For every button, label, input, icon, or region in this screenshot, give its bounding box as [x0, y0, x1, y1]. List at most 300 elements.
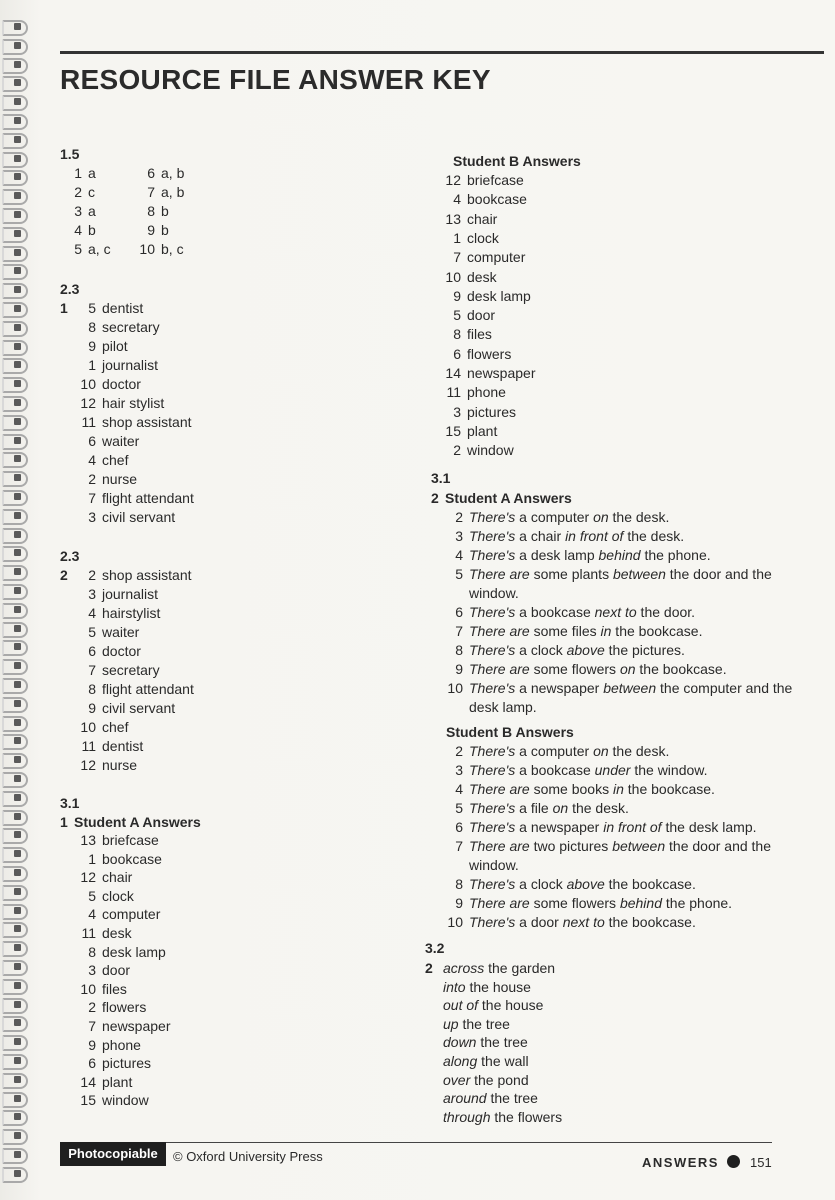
item-answer: newspaper — [467, 365, 536, 381]
answer-row — [60, 433, 139, 449]
sentence-row — [441, 660, 801, 679]
item-answer: waiter — [102, 433, 140, 449]
spiral-ring — [2, 904, 26, 920]
spiral-ring — [2, 227, 26, 243]
item-sentence: There's a newspaper between the computer and the desk lamp. — [469, 680, 793, 715]
section-heading-3-1-b: 3.1 — [431, 470, 451, 486]
phrase-row: across the garden — [443, 960, 556, 976]
spiral-ring — [2, 39, 26, 55]
spiral-ring — [2, 58, 26, 74]
answer-row — [60, 1074, 132, 1090]
item-answer: shop assistant — [102, 567, 192, 583]
item-number: 3 — [88, 962, 96, 979]
top-rule — [60, 51, 824, 54]
item-sentence: There are some plants between the door and the window. — [469, 566, 772, 601]
item-answer: computer — [467, 249, 526, 266]
sentence-row — [441, 894, 801, 913]
item-answer: files — [467, 326, 492, 343]
spiral-ring — [2, 246, 26, 262]
item-number: 4 — [455, 547, 463, 563]
spiral-ring — [2, 509, 26, 525]
phrase-row: over the pond — [443, 1071, 529, 1088]
spiral-ring — [2, 189, 26, 205]
item-number: 12 — [80, 869, 96, 886]
spiral-ring — [2, 922, 26, 938]
item-answer: dentist — [102, 738, 144, 754]
item-number: 7 — [455, 838, 463, 854]
spiral-ring — [2, 828, 26, 844]
sentence-row — [441, 565, 801, 603]
sentence-row — [441, 508, 801, 527]
item-number: 4 — [453, 191, 461, 208]
spiral-ring — [2, 565, 26, 581]
item-number: 12 — [445, 172, 461, 188]
sentence-row — [441, 622, 801, 641]
spiral-ring — [2, 866, 26, 882]
spiral-ring — [2, 603, 26, 619]
spiral-ring — [2, 264, 26, 280]
sentence-row — [441, 761, 801, 780]
answer-row — [60, 1018, 171, 1034]
item-number: 9 — [88, 338, 96, 354]
item-number: 8 — [88, 943, 96, 960]
bullet-dot-icon — [727, 1155, 740, 1168]
answer-row — [60, 376, 141, 392]
spiral-ring — [2, 1148, 26, 1164]
item-answer: pictures — [102, 1055, 152, 1072]
answer-row — [60, 1055, 151, 1071]
item-number: 10 — [139, 241, 155, 257]
answer-row — [60, 981, 127, 997]
answer-row — [60, 832, 159, 848]
answer-row — [60, 925, 132, 941]
item-answer: secretary — [102, 662, 160, 678]
item-sentence: There are two pictures between the door and the window. — [469, 838, 771, 873]
sentence-row — [441, 799, 801, 818]
spiral-ring — [2, 415, 26, 431]
item-number: 13 — [445, 210, 461, 227]
answer-row — [60, 700, 175, 716]
item-answer: nurse — [102, 471, 138, 487]
item-number: 2 — [74, 184, 82, 200]
spiral-ring — [2, 734, 26, 750]
item-answer: desk — [102, 925, 132, 941]
item-number: 6 — [455, 604, 463, 620]
section-heading-2-3: 2.3 — [60, 281, 80, 297]
item-number: 2 — [88, 471, 96, 487]
item-number: 1 — [74, 165, 82, 181]
item-answer: desk — [467, 268, 497, 285]
spiral-ring — [2, 76, 26, 92]
item-answer: window — [467, 442, 514, 459]
item-answer: door — [467, 307, 496, 324]
item-answer: shop assistant — [102, 414, 192, 430]
item-answer: desk lamp — [467, 287, 531, 304]
spiral-ring — [2, 1110, 26, 1126]
item-number: 7 — [455, 623, 463, 639]
photocopiable-badge: Photocopiable — [60, 1142, 166, 1166]
item-number: 14 — [80, 1073, 96, 1090]
student-b-sentences-heading: Student B Answers — [446, 724, 574, 740]
item-answer: flight attendant — [102, 681, 194, 697]
item-number: 9 — [147, 222, 155, 238]
phrase-row: up the tree — [443, 1015, 510, 1032]
item-number: 4 — [88, 452, 96, 468]
exercise-number: 1 — [60, 300, 68, 316]
item-number: 4 — [74, 222, 82, 238]
answer-row — [60, 1037, 141, 1053]
spiral-ring — [2, 321, 26, 337]
phrase-row: along the wall — [443, 1053, 529, 1069]
spiral-ring — [2, 772, 26, 788]
item-sentence: There's a file on the desk. — [469, 800, 629, 816]
item-answer: a, b — [161, 165, 185, 181]
item-answer: journalist — [102, 357, 159, 373]
answer-row — [439, 442, 514, 458]
answer-row — [60, 999, 146, 1015]
item-number: 3 — [453, 403, 461, 420]
item-number: 5 — [455, 800, 463, 816]
answer-row — [60, 338, 128, 354]
item-answer: chair — [467, 210, 498, 227]
item-number: 3 — [455, 762, 463, 778]
spiral-ring — [2, 640, 26, 656]
item-sentence: There are some flowers on the bookcase. — [469, 661, 727, 677]
item-sentence: There's a desk lamp behind the phone. — [469, 547, 711, 563]
footer-section-label: ANSWERS — [642, 1155, 719, 1170]
answer-row — [60, 509, 175, 525]
item-number: 6 — [88, 1055, 96, 1072]
item-sentence: There's a clock above the bookcase. — [469, 876, 696, 892]
item-answer: c — [88, 184, 95, 200]
item-answer: pilot — [102, 338, 128, 354]
item-number: 5 — [74, 241, 82, 257]
item-answer: journalist — [102, 586, 159, 602]
section-heading-1-5: 1.5 — [60, 146, 80, 162]
footer-rule — [60, 1142, 772, 1143]
item-number: 8 — [455, 876, 463, 892]
page-title: RESOURCE FILE ANSWER KEY — [60, 64, 491, 95]
answer-row — [133, 241, 184, 257]
item-number: 5 — [88, 624, 96, 640]
sentence-row — [441, 641, 801, 660]
item-number: 5 — [455, 566, 463, 582]
item-sentence: There are some books in the bookcase. — [469, 781, 715, 797]
item-answer: pictures — [467, 403, 517, 420]
spiral-ring — [2, 377, 26, 393]
item-number: 11 — [446, 384, 461, 401]
item-answer: a — [88, 203, 96, 219]
answer-row — [60, 1092, 149, 1108]
phrase-row: out of the house — [443, 997, 544, 1014]
sentence-row — [441, 875, 801, 894]
item-number: 10 — [447, 914, 463, 930]
item-sentence: There are some flowers behind the phone. — [469, 895, 733, 911]
spiral-ring — [2, 546, 26, 562]
answer-row — [439, 230, 499, 246]
student-a-sentences-heading: 2 Student A Answers — [431, 490, 572, 506]
item-number: 2 — [455, 509, 463, 525]
item-number: 10 — [80, 376, 96, 392]
item-sentence: There are some files in the bookcase. — [469, 623, 703, 639]
spiral-ring — [2, 1016, 26, 1032]
item-number: 12 — [80, 395, 96, 411]
item-number: 8 — [88, 319, 96, 335]
item-number: 6 — [88, 643, 96, 659]
answer-row — [60, 624, 139, 640]
item-answer: phone — [102, 1036, 141, 1053]
sentence-row — [441, 818, 801, 837]
item-answer: hair stylist — [102, 395, 165, 411]
item-answer: b — [161, 203, 169, 219]
item-number: 7 — [147, 184, 155, 200]
phrase-row: into the house — [443, 978, 531, 995]
item-answer: secretary — [102, 319, 160, 335]
item-answer: dentist — [102, 300, 144, 316]
item-number: 9 — [453, 287, 461, 304]
item-answer: computer — [102, 906, 161, 923]
item-sentence: There's a chair in front of the desk. — [469, 528, 685, 544]
sentence-row — [441, 546, 801, 565]
item-number: 5 — [88, 300, 96, 316]
spiral-ring — [2, 133, 26, 149]
item-number: 14 — [445, 365, 461, 381]
answer-row — [439, 365, 536, 381]
item-sentence: There's a newspaper in front of the desk lamp. — [469, 819, 757, 835]
answer-row — [60, 586, 158, 602]
phrase-row: down the tree — [443, 1034, 528, 1051]
spiral-ring — [2, 810, 26, 826]
answer-row — [60, 241, 111, 257]
answer-row — [60, 851, 162, 867]
item-number: 6 — [147, 165, 155, 181]
item-answer: phone — [467, 384, 506, 401]
copyright: © Oxford University Press — [173, 1149, 323, 1164]
answer-row — [60, 471, 137, 487]
spiral-ring — [2, 678, 26, 694]
spiral-ring — [2, 434, 26, 450]
item-number: 9 — [88, 1036, 96, 1053]
item-number: 8 — [88, 681, 96, 697]
spiral-ring — [2, 208, 26, 224]
item-answer: briefcase — [102, 832, 159, 848]
answer-row — [60, 395, 164, 411]
section-heading-3-1: 3.1 — [60, 795, 80, 811]
item-number: 11 — [81, 414, 96, 430]
item-number: 3 — [455, 528, 463, 544]
item-answer: chef — [102, 719, 129, 735]
answer-row — [60, 203, 96, 219]
spiral-ring — [2, 1035, 26, 1051]
item-number: 4 — [88, 605, 96, 621]
spiral-ring — [2, 791, 26, 807]
answer-row — [60, 662, 160, 678]
item-number: 10 — [80, 980, 96, 997]
answer-row — [60, 490, 194, 506]
answer-row — [60, 452, 128, 468]
answer-row — [60, 944, 166, 960]
spiral-ring — [2, 1129, 26, 1145]
sentence-row — [441, 780, 801, 799]
item-answer: newspaper — [102, 1018, 171, 1034]
item-number: 4 — [455, 781, 463, 797]
item-answer: waiter — [102, 624, 140, 640]
item-number: 12 — [80, 757, 96, 773]
spiral-ring — [2, 490, 26, 506]
answer-row — [439, 384, 506, 400]
answer-row — [60, 165, 96, 181]
item-number: 1 — [453, 229, 461, 246]
answer-row — [439, 191, 527, 207]
item-sentence: There's a door next to the bookcase. — [469, 914, 696, 930]
sentence-row — [441, 913, 801, 932]
item-answer: hairstylist — [102, 605, 161, 621]
spiral-ring — [2, 1167, 26, 1183]
spiral-ring — [2, 114, 26, 130]
spiral-ring — [2, 941, 26, 957]
spiral-ring — [2, 885, 26, 901]
item-answer: files — [102, 980, 127, 997]
item-number: 8 — [453, 326, 461, 343]
sentence-row — [441, 742, 801, 761]
item-answer: chair — [102, 869, 133, 886]
spiral-ring — [2, 95, 26, 111]
sentence-row — [441, 837, 801, 875]
student-a-heading: 1 Student A Answers — [60, 814, 201, 830]
item-answer: nurse — [102, 757, 138, 773]
item-number: 2 — [88, 999, 96, 1016]
answer-row — [60, 605, 160, 621]
answer-row — [60, 738, 143, 754]
item-number: 15 — [445, 422, 461, 439]
item-answer: desk lamp — [102, 943, 166, 960]
spiral-ring — [2, 340, 26, 356]
item-number: 6 — [88, 433, 96, 449]
item-number: 2 — [453, 442, 461, 459]
answer-row — [439, 346, 511, 362]
spiral-ring — [2, 20, 26, 36]
item-number: 11 — [81, 925, 96, 941]
item-number: 10 — [445, 268, 461, 285]
spiral-ring — [2, 960, 26, 976]
item-answer: clock — [102, 887, 134, 904]
spiral-ring — [2, 471, 26, 487]
answer-row — [439, 307, 495, 323]
item-answer: a — [88, 165, 96, 181]
item-number: 3 — [88, 586, 96, 602]
spiral-ring — [2, 1054, 26, 1070]
item-number: 7 — [88, 490, 96, 506]
item-number: 1 — [88, 357, 96, 373]
item-answer: window — [102, 1092, 149, 1109]
phrase-row: through the flowers — [443, 1108, 563, 1125]
item-sentence: There's a clock above the pictures. — [469, 642, 685, 658]
item-answer: doctor — [102, 643, 141, 659]
item-number: 3 — [74, 203, 82, 219]
item-answer: b — [88, 222, 96, 238]
answer-row — [133, 222, 169, 238]
answer-row — [439, 269, 497, 285]
answer-row — [60, 300, 143, 316]
answer-row — [133, 184, 184, 200]
item-sentence: There's a bookcase under the window. — [469, 762, 708, 778]
item-answer: flowers — [467, 345, 512, 362]
item-number: 6 — [453, 345, 461, 362]
sentence-row — [441, 527, 801, 546]
item-number: 6 — [455, 819, 463, 835]
spiral-ring — [2, 584, 26, 600]
item-sentence: There's a computer on the desk. — [469, 743, 670, 759]
answer-row — [60, 906, 160, 922]
item-answer: b, c — [161, 241, 184, 257]
item-number: 7 — [453, 249, 461, 266]
item-number: 2 — [88, 567, 96, 583]
spiral-ring — [2, 697, 26, 713]
answer-row — [133, 203, 169, 219]
spiral-ring — [2, 170, 26, 186]
item-sentence: There's a computer on the desk. — [469, 509, 670, 525]
answer-row — [60, 567, 192, 583]
item-number: 10 — [80, 719, 96, 735]
answer-row — [60, 869, 132, 885]
item-number: 13 — [80, 832, 96, 848]
answer-row — [133, 165, 184, 181]
answer-row — [60, 222, 96, 238]
section-heading-2-3-b: 2.3 — [60, 548, 80, 564]
spiral-ring — [2, 753, 26, 769]
item-number: 5 — [453, 307, 461, 324]
item-answer: chef — [102, 452, 129, 468]
item-answer: flight attendant — [102, 490, 194, 506]
sentence-row — [441, 603, 801, 622]
answer-row — [439, 423, 497, 439]
item-answer: clock — [467, 229, 499, 246]
answer-row — [60, 962, 130, 978]
item-answer: doctor — [102, 376, 141, 392]
answer-row — [439, 404, 516, 420]
answer-row — [439, 249, 525, 265]
page-number: 151 — [750, 1155, 772, 1170]
item-answer: bookcase — [102, 850, 162, 867]
item-answer: plant — [467, 422, 498, 439]
answer-row — [60, 184, 95, 200]
spiral-binding — [0, 20, 30, 1190]
item-answer: civil servant — [102, 700, 176, 716]
item-answer: plant — [102, 1073, 133, 1090]
spiral-ring — [2, 358, 26, 374]
spiral-ring — [2, 659, 26, 675]
item-sentence: There's a bookcase next to the door. — [469, 604, 696, 620]
item-number: 7 — [88, 662, 96, 678]
item-number: 5 — [88, 887, 96, 904]
answer-row — [60, 319, 160, 335]
spiral-ring — [2, 998, 26, 1014]
student-b-heading: Student B Answers — [453, 153, 581, 169]
item-number: 8 — [147, 203, 155, 219]
item-number: 4 — [88, 906, 96, 923]
answer-row — [439, 288, 531, 304]
spiral-ring — [2, 847, 26, 863]
item-answer: a, c — [88, 241, 111, 257]
spiral-ring — [2, 1092, 26, 1108]
sentence-row — [441, 679, 801, 717]
spiral-ring — [2, 396, 26, 412]
item-answer: b — [161, 222, 169, 238]
answer-row — [60, 719, 128, 735]
spiral-ring — [2, 979, 26, 995]
answer-row — [60, 757, 137, 773]
item-number: 3 — [88, 509, 96, 525]
